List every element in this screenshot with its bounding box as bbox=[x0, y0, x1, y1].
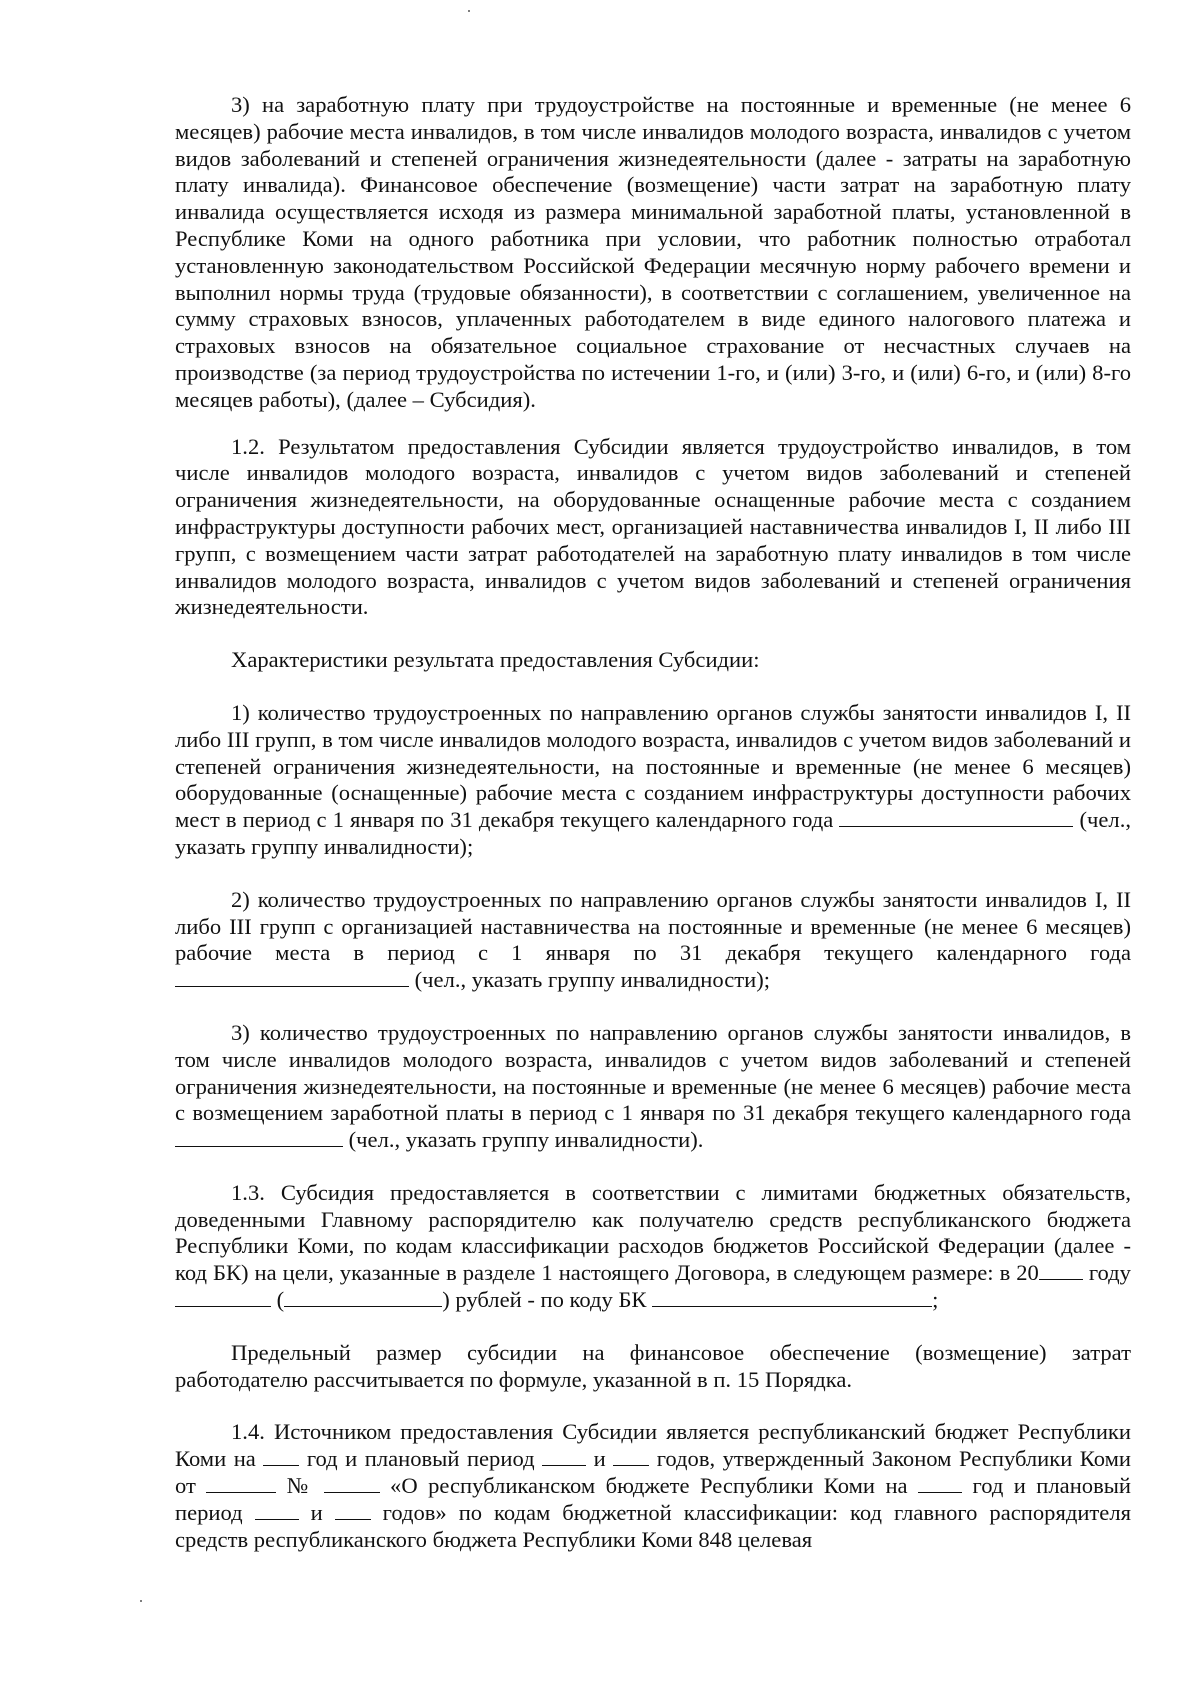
source-text-9: годов» по кодам бюджетной классификации: код главного распорядителя средств республиканского бюджета Республики Коми 848 целевая bbox=[175, 1499, 1131, 1552]
subsidy-end: ; bbox=[932, 1287, 939, 1313]
source-text-5: № bbox=[286, 1473, 314, 1499]
paragraph-1-4-source bbox=[175, 1419, 1131, 1553]
source-text-7: год и плановый период bbox=[175, 1473, 1132, 1525]
blank-year bbox=[335, 1501, 371, 1520]
blank-amount-words bbox=[284, 1288, 442, 1307]
blank-year bbox=[1039, 1261, 1083, 1280]
blank-amount bbox=[175, 1288, 271, 1307]
characteristic-2-text: 2) количество трудоустроенных по направлению органов службы занятости инвалидов I, II либо III групп с организацией наставничества на постоянные и временные (не менее 6 месяцев) рабочие места в период с 1 января по 31 декабря текущего календарного года bbox=[175, 886, 1131, 966]
characteristic-1-suffix: (чел., указать группу инвалидности); bbox=[175, 807, 1131, 859]
characteristic-3-suffix: (чел., указать группу инвалидности). bbox=[348, 1127, 704, 1153]
paragraph-max-subsidy: Предельный размер субсидии на финансовое обеспечение (возмещение) затрат работодателю рассчитывается по формуле, указанной в п. 15 Порядка. bbox=[175, 1339, 1131, 1392]
paragraph-characteristic-1 bbox=[175, 700, 1131, 861]
blank-date bbox=[206, 1474, 276, 1493]
subsidy-text: 1.3. Субсидия предоставляется в соответствии с лимитами бюджетных обязательств, доведенными Главному распорядителю как получателю средств республиканского бюджета Республики Коми, по кодам классификации расходов бюджетов Российской Федерации (далее - код БК) на цели, указанные в разделе 1 настоящего Договора, в следующем размере: в 20 bbox=[175, 1179, 1131, 1286]
subsidy-rubles: ) рублей - по коду БК bbox=[442, 1287, 647, 1313]
subsidy-paren-open: ( bbox=[276, 1287, 285, 1313]
blank-budget-code bbox=[652, 1288, 932, 1307]
blank-field bbox=[839, 808, 1073, 827]
document-body bbox=[175, 92, 1131, 1553]
blank-number bbox=[324, 1474, 380, 1493]
blank-field bbox=[175, 968, 409, 987]
blank-field bbox=[175, 1128, 343, 1147]
paragraph-characteristic-3 bbox=[175, 1020, 1131, 1154]
blank-year bbox=[613, 1447, 649, 1466]
characteristic-2-suffix: (чел., указать группу инвалидности); bbox=[414, 967, 771, 993]
blank-year bbox=[263, 1447, 299, 1466]
source-text-8: и bbox=[310, 1499, 323, 1525]
source-text-3: и bbox=[593, 1446, 606, 1472]
subsidy-year-word: году bbox=[1088, 1260, 1131, 1286]
characteristic-3-text: 3) количество трудоустроенных по направлению органов службы занятости инвалидов, в том числе инвалидов молодого возраста, инвалидов с учетом видов заболеваний и степеней ограничения жизнедеятельности, на постоянные и временные (не менее 6 месяцев) рабочие места с возмещением заработной платы в период с 1 января по 31 декабря текущего календарного года bbox=[175, 1019, 1131, 1126]
paragraph-result-characteristics: Характеристики результата предоставления Субсидии: bbox=[231, 647, 760, 673]
paragraph-1-3-subsidy bbox=[175, 1180, 1131, 1314]
paragraph-salary-costs: 3) на заработную плату при трудоустройстве на постоянные и временные (не менее 6 месяцев) рабочие места инвалидов, в том числе инвалидов молодого возраста, инвалидов с учетом видов заболеваний и степеней ограничения жизнедеятельности (далее - затраты на заработную плату инвалида). Финансовое обеспечение (возмещение) части затрат на заработную плату инвалида осуществляется исходя из размера минимальной заработной платы, установленной в Республике Коми на одного работника при условии, что работник полностью отработал установленную законодательством Российской Федерации месячную норму рабочего времени и выполнил нормы труда (трудовые обязанности), в соответствии с соглашением, увеличенное на сумму страховых взносов, уплаченных работодателем в виде единого налогового платежа и страховых взносов на обязательное социальное страхование от несчастных случаев на производстве (за период трудоустройства по истечении 1-го, и (или) 3-го, и (или) 6-го, и (или) 8-го месяцев работы), (далее – Субсидия). bbox=[175, 92, 1131, 412]
blank-year bbox=[255, 1501, 299, 1520]
source-text-4: годов, утвержденный Законом Республики Коми от bbox=[175, 1446, 1131, 1499]
characteristic-1-text: 1) количество трудоустроенных по направлению органов службы занятости инвалидов I, II либо III групп, в том числе инвалидов молодого возраста, инвалидов с учетом видов заболеваний и степеней ограничения жизнедеятельности, на постоянные и временные (не менее 6 месяцев) оборудованные (оснащенные) рабочие места с созданием инфраструктуры доступности рабочих мест в период с 1 января по 31 декабря текущего календарного года bbox=[175, 699, 1131, 833]
source-text-6: «О республиканском бюджете Республики Коми на bbox=[390, 1473, 908, 1499]
blank-year bbox=[918, 1474, 962, 1493]
paragraph-characteristic-2 bbox=[175, 887, 1131, 994]
scan-speck bbox=[140, 1600, 142, 1602]
source-text-2: год и плановый период bbox=[306, 1446, 535, 1472]
scan-speck bbox=[468, 10, 470, 12]
source-text-1: 1.4. Источником предоставления Субсидии является республиканский бюджет Республики Коми на bbox=[175, 1419, 1131, 1472]
blank-year bbox=[542, 1447, 586, 1466]
paragraph-1-2-result: 1.2. Результатом предоставления Субсидии является трудоустройство инвалидов, в том числе инвалидов молодого возраста, инвалидов с учетом видов заболеваний и степеней ограничения жизнедеятельности, на оборудованные оснащенные рабочие места с созданием инфраструктуры доступности рабочих мест, организацией наставничества инвалидов I, II либо III групп, с возмещением части затрат работодателей на заработную плату инвалидов в том числе инвалидов молодого возраста, инвалидов с учетом видов заболеваний и степеней ограничения жизнедеятельности. bbox=[175, 433, 1131, 620]
